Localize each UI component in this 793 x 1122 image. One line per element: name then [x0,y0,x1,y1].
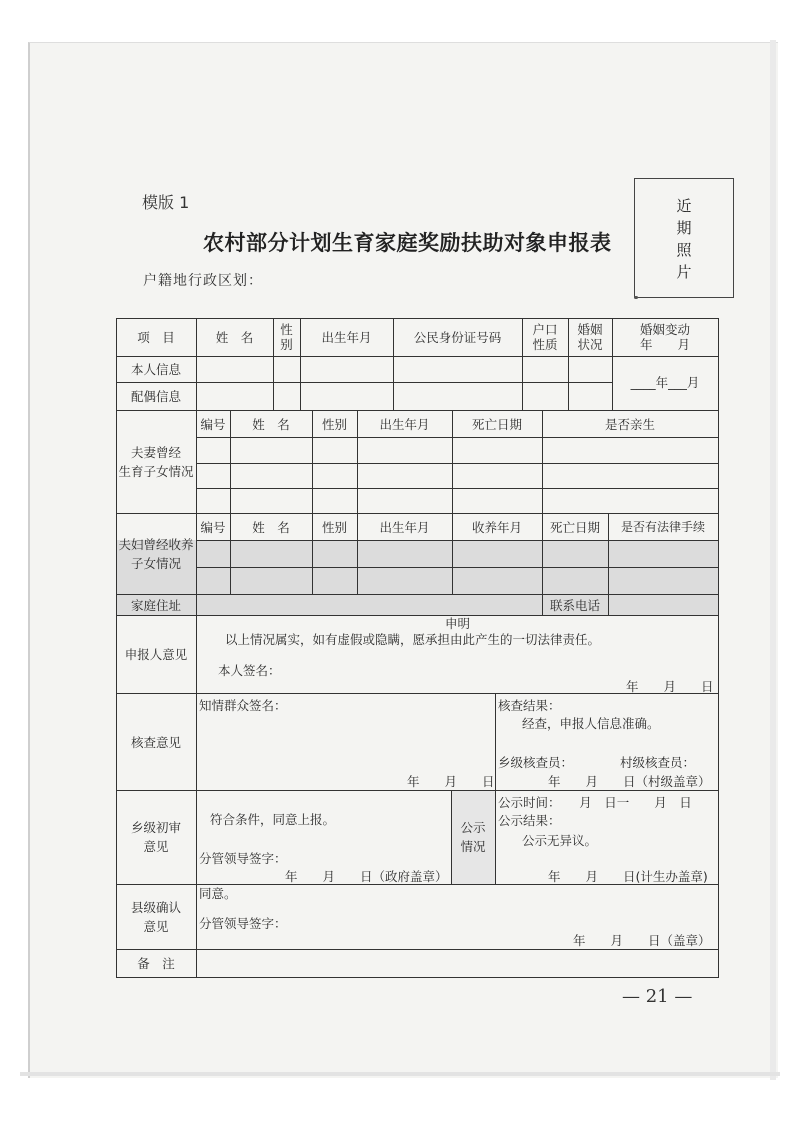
line [196,437,719,438]
line [495,790,496,884]
masses-signature: 知情群众签名： [199,698,287,713]
header-item: 项 目 [137,330,175,345]
row-spouse-info: 配偶信息 [130,389,181,404]
county-leader-signature: 分管领导签字： [199,916,287,931]
county-confirm-text: 同意。 [199,886,237,901]
template-label: 模版 1 [142,193,190,212]
line [196,567,719,568]
children-header-birth: 出生年月 [379,416,430,432]
table-border-bottom [116,977,719,978]
marriage-change-date: ____年___月 [630,375,700,390]
line [116,594,719,595]
adopted-header-legal: 是否有法律手续 [620,520,705,534]
phone-label: 联系电话 [549,597,600,613]
county-confirm-date: 年 月 日（盖章） [573,933,711,948]
adopted-header-gender: 性别 [321,519,347,535]
applicant-date: 年 月 日 [626,679,714,694]
children-header-name: 姓 名 [252,416,290,432]
region-label: 户籍地行政区划： [143,273,263,289]
children-header-no: 编号 [200,416,226,432]
header-id-number: 公民身份证号码 [413,330,502,345]
form-title: 农村部分计划生育家庭奖励扶助对象申报表 [203,231,612,255]
children-header-biological: 是否亲生 [604,416,655,432]
table-border-right [718,318,719,977]
township-checker: 乡级核查员： [498,755,574,770]
line [196,488,719,489]
verification-label: 核查意见 [130,734,181,750]
verification-result-label: 核查结果： [498,698,561,713]
header-hukou: 户口 性质 [532,322,558,352]
line [116,615,719,616]
publicity-date: 年 月 日(计生办盖章) [548,869,708,884]
header-name: 姓 名 [215,330,254,345]
applicant-signature: 本人签名： [218,663,281,678]
declaration-heading: 申明 [445,616,471,631]
remarks-label: 备 注 [137,956,175,971]
line [608,594,609,615]
publicity-result: 公示结果： [498,813,561,828]
township-review-text: 符合条件，同意上报。 [210,812,336,827]
publicity-label: 公示 情况 [460,820,486,854]
county-confirm-label: 县级确认 意见 [130,899,181,934]
children-header-gender: 性别 [321,416,347,432]
children-header-death: 死亡日期 [471,416,522,432]
verification-left-date: 年 月 日 [407,774,495,789]
line [116,356,719,357]
paper-edge [770,40,776,1080]
adopted-children-label: 夫妇曾经收养 子女情况 [118,536,194,571]
adopted-header-birth: 出生年月 [379,519,430,535]
header-birth: 出生年月 [321,330,372,345]
paper-edge-bottom [20,1072,780,1076]
shade-address [117,595,718,615]
publicity-time: 公示时间： 月 日一 月 日 [498,795,692,810]
village-checker: 村级核查员： [620,755,696,770]
adopted-header-death: 死亡日期 [549,519,600,535]
adopted-header-adoption-date: 收养年月 [471,519,522,535]
address-label: 家庭住址 [130,597,181,613]
verification-right-date: 年 月 日（村级盖章） [548,774,711,789]
photo-box [634,178,734,298]
header-gender: 性 别 [280,322,293,352]
township-review-date: 年 月 日（政府盖章） [285,869,448,884]
township-leader-signature: 分管领导签字： [199,851,287,866]
line [116,949,719,950]
declaration-statement: 以上情况属实，如有虚假或隐瞒，愿承担由此产生的一切法律责任。 [225,632,601,647]
adopted-header-no: 编号 [200,519,226,535]
adopted-header-name: 姓 名 [252,519,290,535]
scan-speck [634,296,638,299]
line [196,463,719,464]
township-review-label: 乡级初审 意见 [130,820,181,854]
children-born-label: 夫妻曾经 生育子女情况 [118,444,194,479]
header-marital: 婚姻 状况 [577,322,603,352]
page-number: — 21 — [622,986,693,1007]
applicant-label: 申报人意见 [124,647,188,662]
line [116,790,719,791]
row-self-info: 本人信息 [130,362,181,377]
line [196,540,719,541]
line [495,693,496,790]
photo-label: 近 期 照 片 [676,197,692,281]
verification-result-text: 经查，申报人信息准确。 [522,716,660,731]
header-marriage-change: 婚姻变动 年 月 [639,322,690,352]
publicity-text: 公示无异议。 [522,833,598,848]
